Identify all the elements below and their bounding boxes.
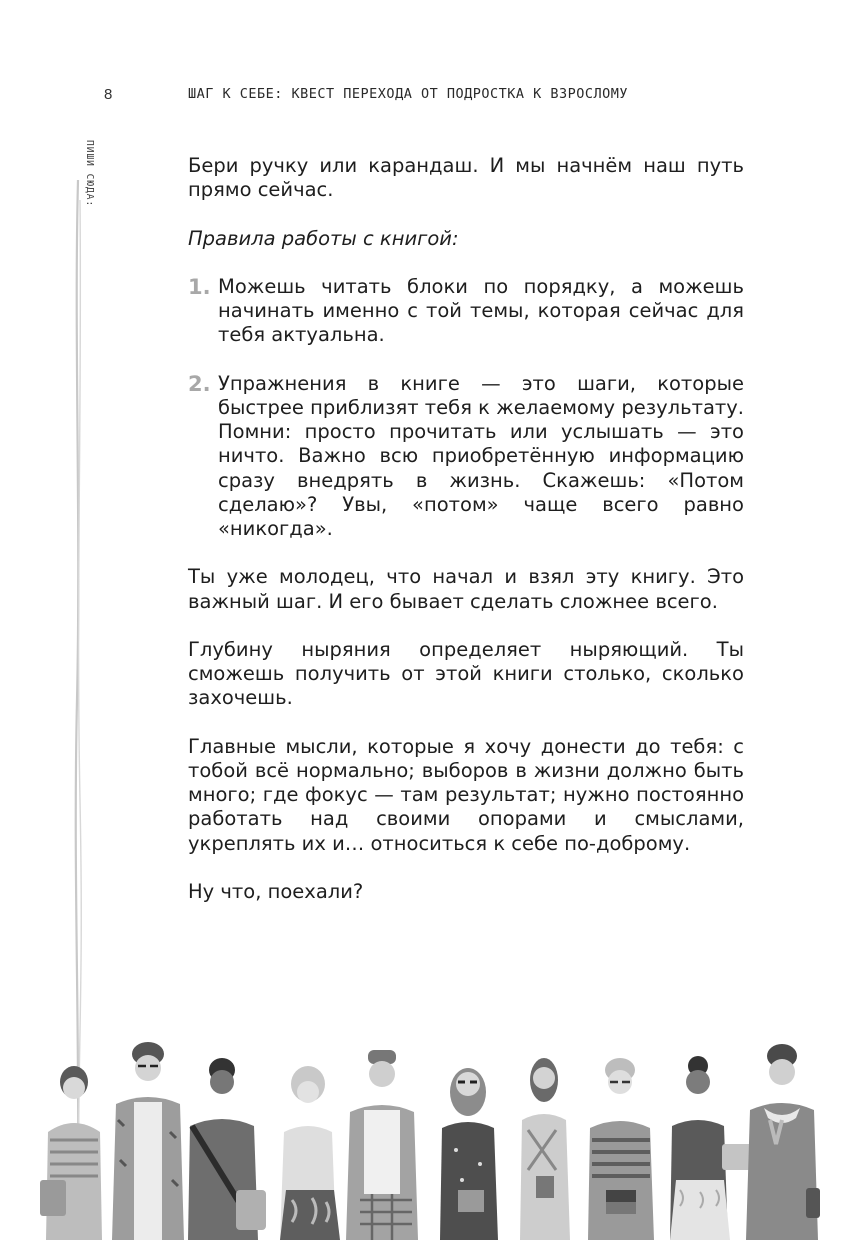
body-paragraph: Главные мысли, которые я хочу донести до тебя: с тобой всё нормально; выборов в жизни должно быть много; где фокус — там результат; нужно постоянно работать над своими опорами и смыслами, укреплять их и… относиться к себе по-доброму. (188, 734, 744, 855)
intro-paragraph: Бери ручку или карандаш. И мы начнём наш путь прямо сейчас. (188, 154, 744, 202)
main-text (188, 154, 744, 928)
person-figure (746, 1044, 820, 1240)
person-figure (588, 1058, 654, 1240)
person-figure (40, 1066, 102, 1240)
rule-text: Можешь читать блоки по порядку, а можешь начинать именно с той темы, которая сейчас для тебя актуальна. (218, 274, 744, 347)
rule-text: Упражнения в книге — это шаги, которые быстрее приблизят тебя к желаемому результату. Помни: просто прочитать или услышать — это ничто. Важно всю приобретённую информацию сразу внедрять в жизнь. Скажешь: «Потом сделаю»? Увы, «потом» чаще всего равно «никогда». (218, 371, 744, 540)
person-figure (280, 1066, 340, 1240)
teenagers-illustration (0, 1040, 844, 1240)
rule-item (188, 372, 744, 541)
person-figure (520, 1058, 570, 1240)
rule-number: 2. (188, 371, 211, 396)
running-head: ШАГ К СЕБЕ: КВЕСТ ПЕРЕХОДА ОТ ПОДРОСТКА К ВЗРОСЛОМУ (188, 86, 629, 102)
body-paragraph: Ты уже молодец, что начал и взял эту книгу. Это важный шаг. И его бывает сделать сложнее всего. (188, 565, 744, 613)
body-paragraph: Ну что, поехали? (188, 879, 364, 903)
rule-item (188, 275, 744, 348)
body-paragraph: Глубину ныряния определяет ныряющий. Ты сможешь получить от этой книги столько, сколько захочешь. (188, 637, 744, 710)
margin-write-here-label: ПИШИ СЮДА: (84, 140, 95, 208)
page-number: 8 (104, 86, 113, 103)
person-figure (188, 1058, 266, 1240)
person-figure (346, 1050, 418, 1240)
person-figure (440, 1068, 498, 1240)
person-figure (112, 1042, 184, 1240)
rule-number: 1. (188, 274, 211, 299)
rules-title: Правила работы с книгой: (188, 226, 459, 250)
